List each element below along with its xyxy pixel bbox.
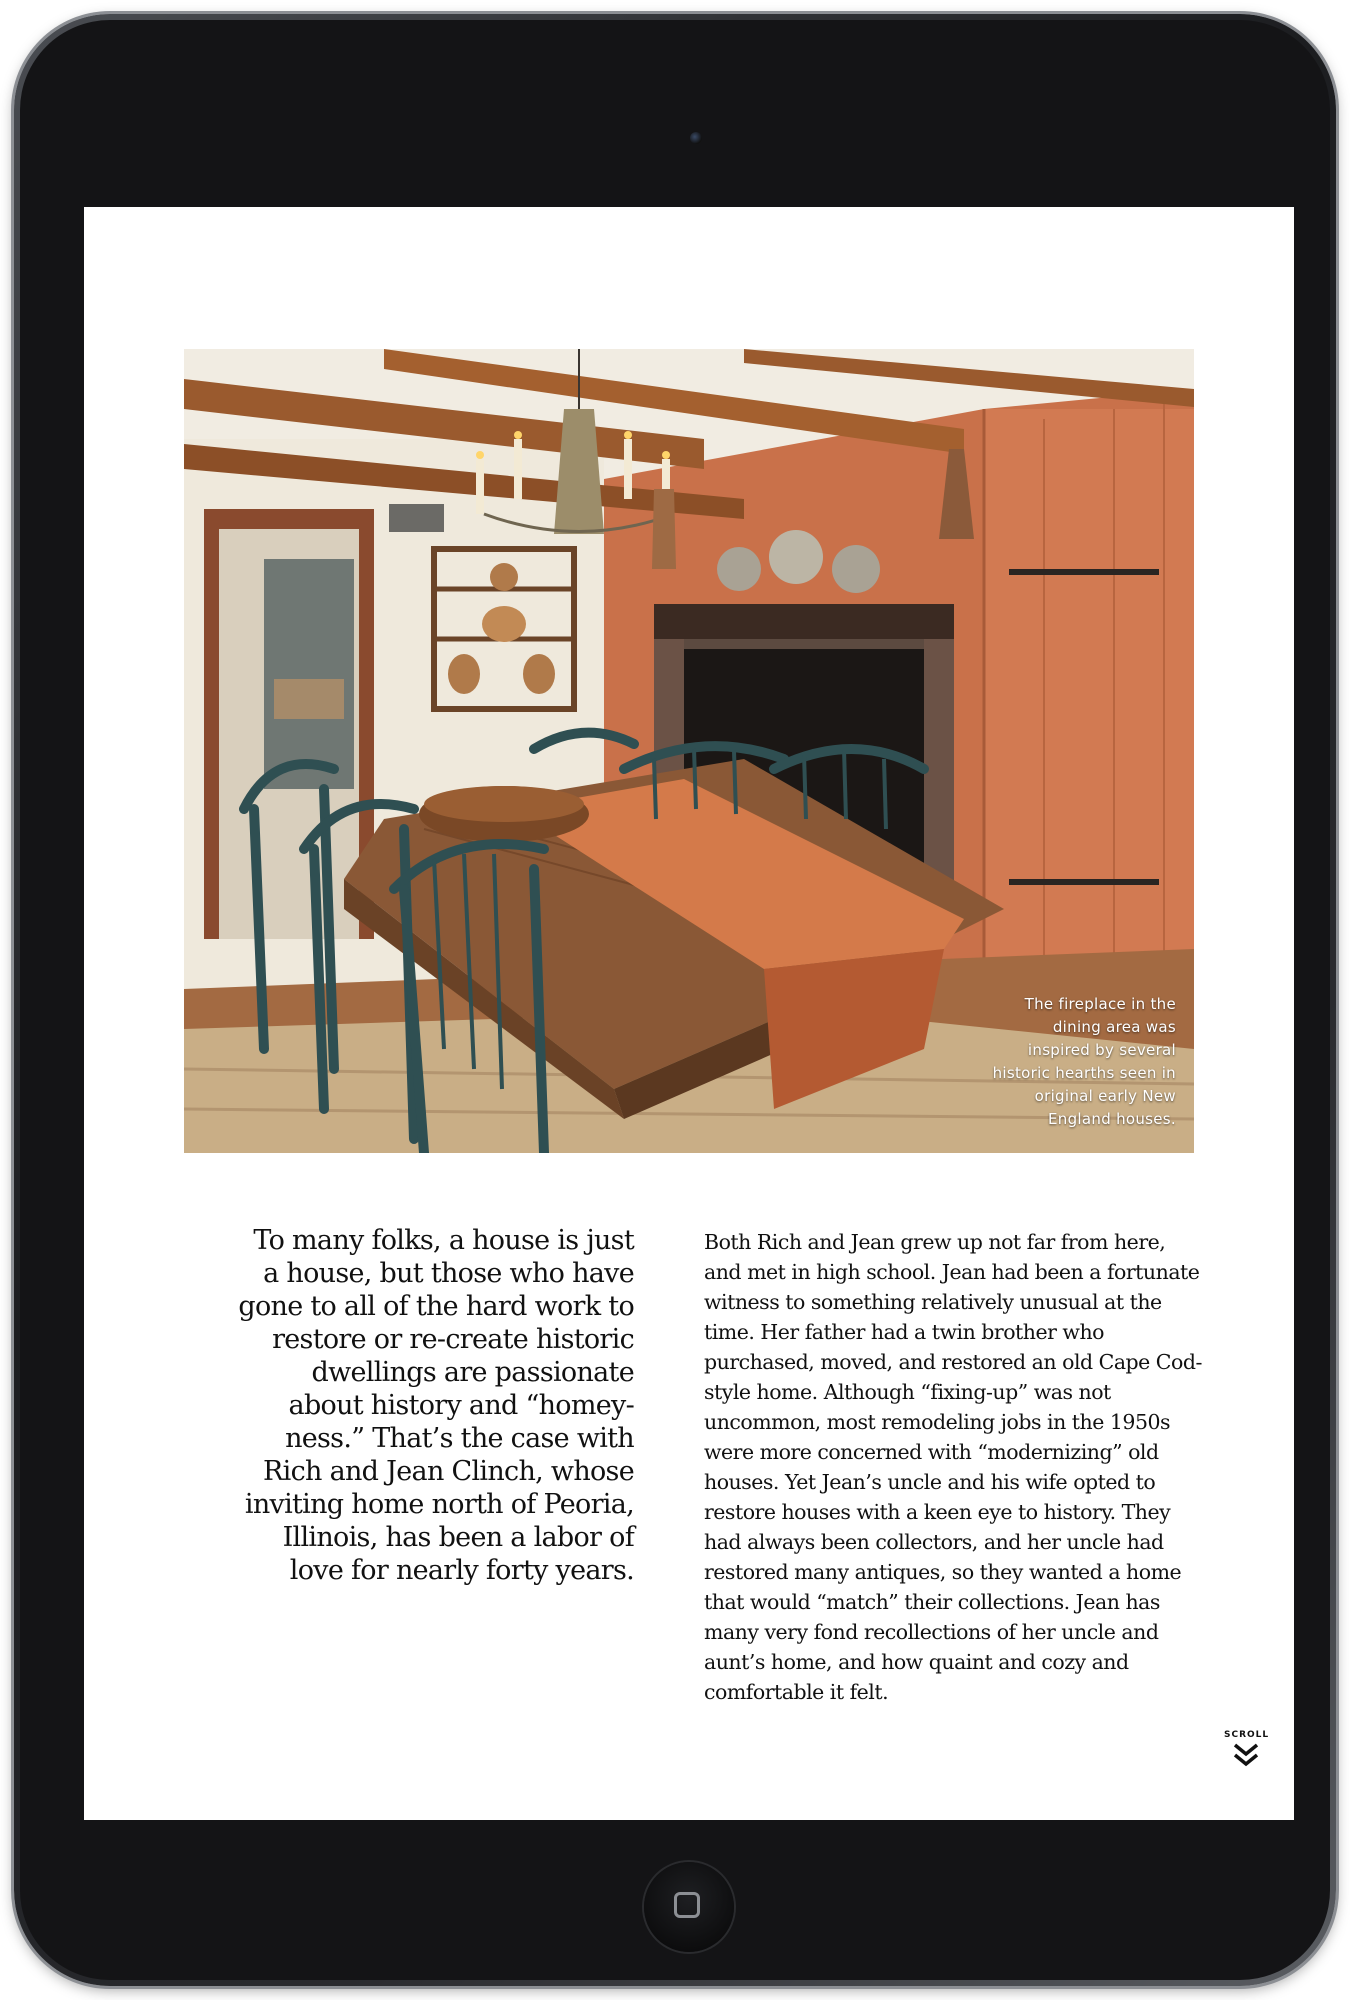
tablet-device [14, 14, 1336, 1986]
home-square-icon [674, 1892, 700, 1918]
photo-caption: The fireplace in the dining area was inspired by several historic hearths seen in original early New England houses. [992, 995, 1176, 1128]
dining-room-photo [184, 349, 1194, 1153]
double-chevron-down-icon [1231, 1742, 1261, 1768]
front-camera-icon [690, 132, 702, 144]
magazine-page[interactable] [84, 207, 1294, 1820]
lead-paragraph: To many folks, a house is just a house, but those who have gone to all of the hard work to restore or re-create historic dwellings are passionate about history and “homey-ness.” That’s the case with Rich and Jean Clinch, whose inviting home north of Peoria, Illinois, has been a labor of love for nearly forty years. [238, 1225, 634, 1586]
scroll-label: SCROLL [1224, 1730, 1270, 1740]
scroll-button[interactable] [1224, 1730, 1268, 1768]
body-paragraph: Both Rich and Jean grew up not far from here, and met in high school. Jean had been a fortunate witness to something relatively unusual at the time. Her father had a twin brother who purchased, moved, and restored an old Cape Cod-style home. Although “fixing-up” was not uncommon, most remodeling jobs in the 1950s were more concerned with “modernizing” old houses. Yet Jean’s uncle and his wife opted to restore houses with a keen eye to history. They had always been collectors, and her uncle had restored many antiques, so they wanted a home that would “match” their collections. Jean has many very fond recollections of her uncle and aunt’s home, and how quaint and cozy and comfortable it felt. [704, 1230, 1202, 1704]
home-button[interactable] [644, 1862, 734, 1952]
